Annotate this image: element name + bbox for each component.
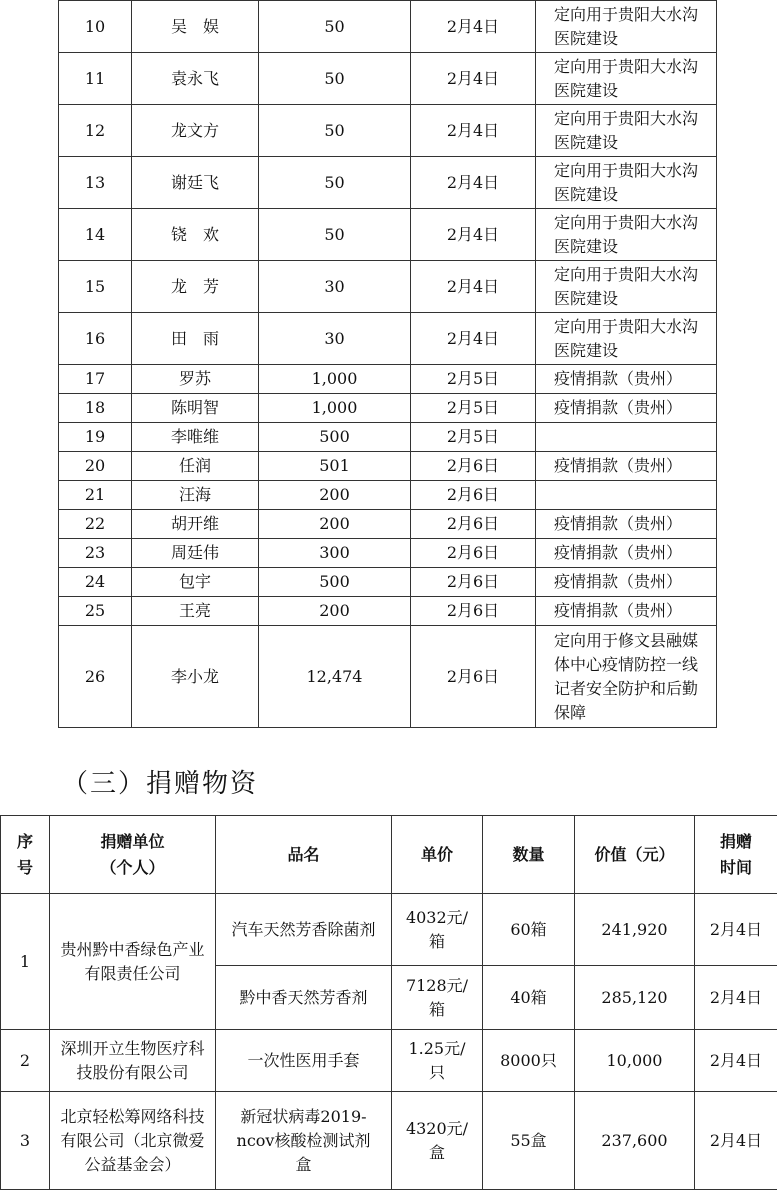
cell-date: 2月4日 [411,53,536,105]
table-row [59,53,717,105]
cell-name: 袁永飞 [132,53,259,105]
cell-time: 2月4日 [695,966,777,1030]
cell-amount: 30 [259,261,411,313]
table-row [59,313,717,365]
cell-no: 21 [59,481,132,510]
cell-name: 任润 [132,452,259,481]
cell-date: 2月5日 [411,365,536,394]
cell-unit: 贵州黔中香绿色产业有限责任公司 [50,894,216,1030]
donation-table-cash [58,0,717,728]
cell-price: 1.25元/只 [392,1030,483,1092]
cell-time: 2月4日 [695,1030,777,1092]
cell-value: 285,120 [575,966,695,1030]
cell-name: 铙 欢 [132,209,259,261]
cell-value: 241,920 [575,894,695,966]
cell-unit: 深圳开立生物医疗科技股份有限公司 [50,1030,216,1092]
cell-amount: 30 [259,313,411,365]
cell-date: 2月4日 [411,157,536,209]
cell-qty: 55盒 [483,1092,575,1190]
cell-date: 2月4日 [411,209,536,261]
table-row [59,365,717,394]
cell-amount: 200 [259,597,411,626]
cell-no: 10 [59,1,132,53]
cell-name: 周廷伟 [132,539,259,568]
cell-no: 19 [59,423,132,452]
cell-no: 15 [59,261,132,313]
table-row [59,539,717,568]
cell-unit: 北京轻松筹网络科技有限公司（北京微爱公益基金会） [50,1092,216,1190]
cell-amount: 200 [259,510,411,539]
cell-qty: 40箱 [483,966,575,1030]
cell-no: 24 [59,568,132,597]
cell-amount: 200 [259,481,411,510]
table-row [1,894,777,966]
cell-name: 田 雨 [132,313,259,365]
table-row [59,626,717,728]
cell-date: 2月6日 [411,539,536,568]
cell-date: 2月4日 [411,261,536,313]
cell-no: 12 [59,105,132,157]
header-value: 价值（元） [575,816,695,894]
cell-name: 李小龙 [132,626,259,728]
cell-remark [536,423,717,452]
cell-remark: 疫情捐款（贵州） [536,568,717,597]
cell-remark: 定向用于贵阳大水沟医院建设 [536,105,717,157]
cell-no: 16 [59,313,132,365]
cell-time: 2月4日 [695,1092,777,1190]
cell-date: 2月6日 [411,597,536,626]
header-no: 序号 [1,816,50,894]
cell-no: 2 [1,1030,50,1092]
cell-no: 26 [59,626,132,728]
cell-date: 2月5日 [411,423,536,452]
cell-item: 新冠状病毒2019-ncov核酸检测试剂盒 [216,1092,392,1190]
table-row [59,423,717,452]
cell-remark [536,481,717,510]
cell-name: 龙文方 [132,105,259,157]
cell-no: 11 [59,53,132,105]
cell-name: 胡开维 [132,510,259,539]
table-row [59,568,717,597]
cell-name: 李唯维 [132,423,259,452]
table-row [59,261,717,313]
cell-value: 10,000 [575,1030,695,1092]
header-qty: 数量 [483,816,575,894]
cell-no: 13 [59,157,132,209]
cell-item: 黔中香天然芳香剂 [216,966,392,1030]
cell-price: 4032元/箱 [392,894,483,966]
cell-remark: 定向用于贵阳大水沟医院建设 [536,53,717,105]
cell-date: 2月4日 [411,105,536,157]
cell-date: 2月6日 [411,510,536,539]
cell-no: 3 [1,1092,50,1190]
table-row [59,105,717,157]
cell-amount: 501 [259,452,411,481]
cell-remark: 定向用于贵阳大水沟医院建设 [536,209,717,261]
cell-remark: 定向用于贵阳大水沟医院建设 [536,261,717,313]
cell-name: 王亮 [132,597,259,626]
cell-remark: 定向用于贵阳大水沟医院建设 [536,157,717,209]
cell-remark: 定向用于贵阳大水沟医院建设 [536,1,717,53]
cell-name: 罗苏 [132,365,259,394]
cell-amount: 500 [259,423,411,452]
table-row [59,510,717,539]
cell-name: 龙 芳 [132,261,259,313]
cell-remark: 疫情捐款（贵州） [536,539,717,568]
header-time: 捐赠时间 [695,816,777,894]
header-price: 单价 [392,816,483,894]
cell-amount: 50 [259,1,411,53]
cell-no: 1 [1,894,50,1030]
cell-date: 2月4日 [411,313,536,365]
table-row [1,1030,777,1092]
cell-name: 陈明智 [132,394,259,423]
table-row [59,481,717,510]
cell-name: 包宇 [132,568,259,597]
cell-name: 谢廷飞 [132,157,259,209]
cell-remark: 定向用于贵阳大水沟医院建设 [536,313,717,365]
section-title: （三）捐赠物资 [62,763,258,800]
table-row [59,452,717,481]
donation-table-goods [0,815,777,1190]
cell-amount: 12,474 [259,626,411,728]
cell-date: 2月6日 [411,452,536,481]
cell-no: 14 [59,209,132,261]
cell-time: 2月4日 [695,894,777,966]
header-item: 品名 [216,816,392,894]
cell-no: 20 [59,452,132,481]
table-row [59,394,717,423]
cell-amount: 1,000 [259,365,411,394]
cell-date: 2月6日 [411,481,536,510]
cell-qty: 60箱 [483,894,575,966]
cell-date: 2月6日 [411,626,536,728]
cell-no: 25 [59,597,132,626]
cell-remark: 疫情捐款（贵州） [536,394,717,423]
cell-remark: 定向用于修文县融媒体中心疫情防控一线记者安全防护和后勤保障 [536,626,717,728]
cell-item: 一次性医用手套 [216,1030,392,1092]
cell-no: 18 [59,394,132,423]
cell-date: 2月4日 [411,1,536,53]
cell-no: 23 [59,539,132,568]
cell-name: 汪海 [132,481,259,510]
table-row [59,157,717,209]
cell-no: 22 [59,510,132,539]
cell-date: 2月6日 [411,568,536,597]
cell-remark: 疫情捐款（贵州） [536,510,717,539]
cell-date: 2月5日 [411,394,536,423]
cell-remark: 疫情捐款（贵州） [536,452,717,481]
header-unit: 捐赠单位（个人） [50,816,216,894]
cell-amount: 50 [259,105,411,157]
cell-amount: 300 [259,539,411,568]
table-row [59,1,717,53]
table-row [59,597,717,626]
cell-remark: 疫情捐款（贵州） [536,597,717,626]
cell-no: 17 [59,365,132,394]
table-row [1,1092,777,1190]
cell-item: 汽车天然芳香除菌剂 [216,894,392,966]
cell-value: 237,600 [575,1092,695,1190]
cell-amount: 50 [259,157,411,209]
cell-amount: 50 [259,53,411,105]
cell-remark: 疫情捐款（贵州） [536,365,717,394]
cell-amount: 1,000 [259,394,411,423]
cell-price: 7128元/箱 [392,966,483,1030]
cell-name: 吴 娱 [132,1,259,53]
table-row [59,209,717,261]
cell-amount: 500 [259,568,411,597]
cell-amount: 50 [259,209,411,261]
cell-qty: 8000只 [483,1030,575,1092]
cell-price: 4320元/盒 [392,1092,483,1190]
